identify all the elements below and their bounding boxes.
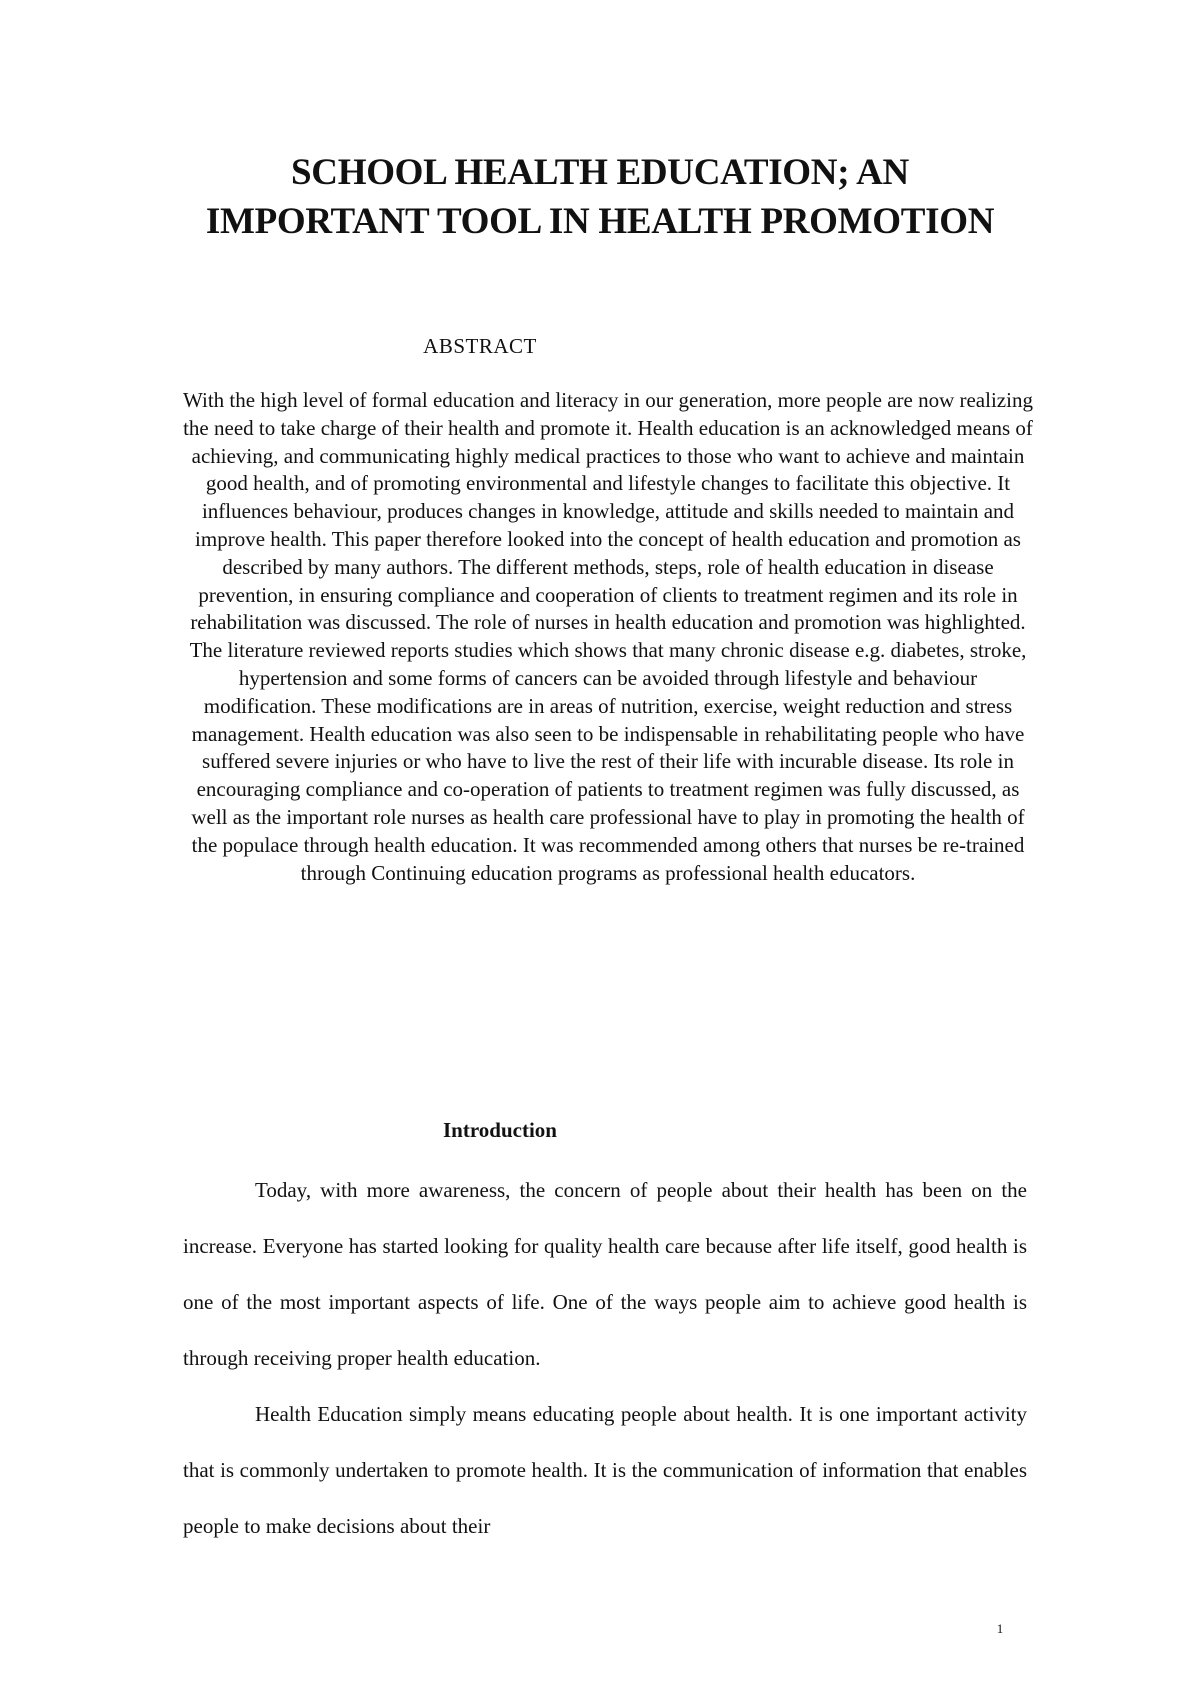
document-title: SCHOOL HEALTH EDUCATION; AN IMPORTANT TOOL IN HEALTH PROMOTION (205, 152, 995, 242)
abstract-heading: ABSTRACT (423, 334, 537, 358)
introduction-paragraph-2: Health Education simply means educating people about health. It is one important activity that is commonly undertaken to promote health. It is the communication of information that enables people to make decisions about their (183, 1402, 1027, 1538)
introduction-paragraph-1: Today, with more awareness, the concern of people about their health has been on the increase. Everyone has started looking for quality health care because after life itself, good health is one of the most important aspects of life. One of the ways people aim to achieve good health is through receiving proper health education. (183, 1178, 1027, 1370)
page-number: 1 (996, 1621, 1004, 1636)
abstract-text: With the high level of formal education and literacy in our generation, more people are now realizing the need to take charge of their health and promote it. Health education is an acknowledged means of achieving, and communicating highly medical practices to those who want to achieve and maintain good health, and of promoting environmental and lifestyle changes to facilitate this objective. It influences behaviour, produces changes in knowledge, attitude and skills needed to maintain and improve health. This paper therefore looked into the concept of health education and promotion as described by many authors. The different methods, steps, role of health education in disease prevention, in ensuring compliance and cooperation of clients to treatment regimen and its role in rehabilitation was discussed. The role of nurses in health education and promotion was highlighted. The literature reviewed reports studies which shows that many chronic disease e.g. diabetes, stroke, hypertension and some forms of cancers can be avoided through lifestyle and behaviour modification. These modifications are in areas of nutrition, exercise, weight reduction and stress management. Health education was also seen to be indispensable in rehabilitating people who have suffered severe injuries or who have to live the rest of their life with incurable disease. Its role in encouraging compliance and co-operation of patients to treatment regimen was fully discussed, as well as the important role nurses as health care professional have to play in promoting the health of the populace through health education. It was recommended among others that nurses be re-trained through Continuing education programs as professional health educators. (183, 388, 1033, 885)
introduction-body (183, 1162, 1027, 1554)
introduction-heading: Introduction (443, 1118, 557, 1142)
